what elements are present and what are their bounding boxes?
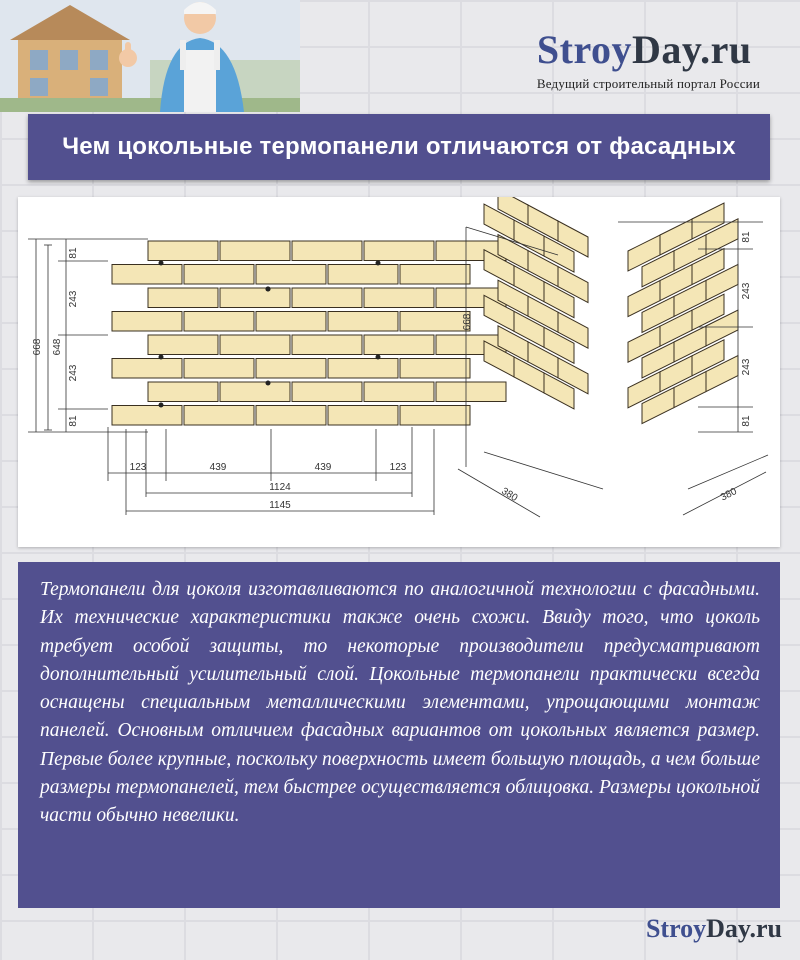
front-height-inner: 648	[52, 338, 63, 356]
fastener-mark	[159, 355, 164, 360]
front-brick	[112, 359, 182, 379]
front-brick	[328, 265, 398, 285]
front-brick	[112, 406, 182, 426]
front-brick	[292, 382, 362, 402]
front-brick	[112, 312, 182, 332]
front-brick	[148, 241, 218, 261]
front-width-outer: 1145	[269, 500, 291, 511]
logo-day-text: Day.ru	[631, 27, 752, 72]
footer-logo[interactable]	[646, 914, 782, 944]
front-brick	[400, 265, 470, 285]
front-brick	[256, 406, 326, 426]
title-banner	[28, 114, 770, 180]
front-brick	[436, 382, 506, 402]
corner-row-3: 243	[741, 358, 752, 376]
front-brick	[220, 335, 290, 355]
front-row-1: 81	[68, 247, 79, 259]
logo-stroy-text: Stroy	[536, 27, 632, 72]
front-panel-bricks	[112, 241, 506, 425]
front-width-inner: 1124	[269, 482, 291, 493]
front-brick	[292, 288, 362, 308]
front-brick	[400, 406, 470, 426]
front-brick	[184, 265, 254, 285]
footer-logo-day: Day.ru	[706, 914, 782, 943]
front-brick	[220, 241, 290, 261]
corner-row-2: 243	[741, 282, 752, 300]
front-width-3: 439	[314, 462, 332, 473]
front-brick	[184, 312, 254, 332]
front-brick	[364, 382, 434, 402]
logo-tagline: Ведущий строительный портал России	[536, 76, 760, 91]
front-brick	[112, 265, 182, 285]
front-brick	[364, 335, 434, 355]
corner-width-left: 380	[499, 485, 520, 504]
corner-width-right: 380	[718, 486, 739, 504]
front-brick	[364, 241, 434, 261]
front-brick	[256, 312, 326, 332]
panel-diagram-drawing	[18, 197, 780, 547]
panel-diagram	[18, 197, 780, 547]
front-brick	[400, 312, 470, 332]
front-brick	[184, 359, 254, 379]
front-brick	[364, 288, 434, 308]
fastener-mark	[266, 287, 271, 292]
footer-logo-stroy: Stroy	[645, 914, 707, 943]
front-height-outer: 668	[32, 338, 43, 356]
fastener-mark	[376, 261, 381, 266]
fastener-mark	[159, 261, 164, 266]
fastener-mark	[376, 355, 381, 360]
front-width-1: 123	[129, 462, 147, 473]
front-dimension-labels	[32, 247, 407, 511]
fastener-mark	[266, 381, 271, 386]
front-width-4: 123	[389, 462, 407, 473]
front-row-2: 243	[68, 290, 79, 308]
description-text: Термопанели для цоколя изготавливаются по аналогичной технологии с фасадными. Их технические характеристики также очень схожи. Ввиду того, что цоколь требует особой защиты, то некоторые производители предусматривают дополнительный усилительный слой. Цокольные термопанели практически всегда оснащены специальным металлическими элементами, упрощающими монтаж панелей. Основным отличием фасадных вариантов от цокольных является размер. Первые более крупные, поскольку поверхность имеет большую площадь, а чем больше размеры термопанелей, тем быстрее осуществляется облицовка. Размеры цокольной части обычно невелики.	[40, 579, 760, 827]
front-brick	[256, 359, 326, 379]
front-brick	[220, 382, 290, 402]
front-brick	[400, 359, 470, 379]
house-worker-illustration	[0, 0, 300, 112]
front-row-4: 81	[68, 415, 79, 427]
front-row-3: 243	[68, 364, 79, 382]
page-title: Чем цокольные термопанели отличаются от фасадных	[62, 133, 736, 160]
front-brick	[292, 335, 362, 355]
site-logo[interactable]	[537, 28, 760, 92]
corner-row-1: 81	[741, 231, 752, 243]
corner-row-4: 81	[741, 415, 752, 427]
front-brick	[328, 406, 398, 426]
corner-panel-bricks	[484, 197, 738, 424]
front-brick	[256, 265, 326, 285]
fastener-mark	[159, 403, 164, 408]
front-brick	[292, 241, 362, 261]
front-brick	[328, 312, 398, 332]
front-width-2: 439	[209, 462, 227, 473]
corner-height: 668	[462, 313, 473, 331]
front-brick	[220, 288, 290, 308]
front-brick	[328, 359, 398, 379]
front-brick	[184, 406, 254, 426]
description-box	[18, 562, 780, 908]
header-banner	[0, 0, 800, 112]
front-brick	[148, 335, 218, 355]
front-brick	[148, 382, 218, 402]
front-brick	[148, 288, 218, 308]
